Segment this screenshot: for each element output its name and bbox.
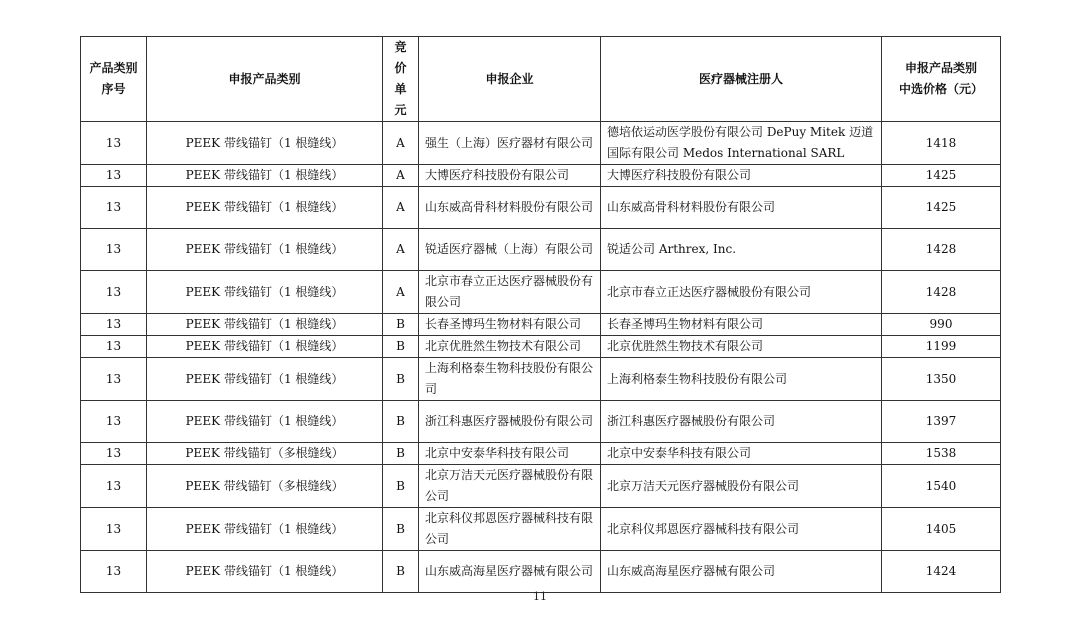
table-row [81,314,1001,336]
table-row [81,271,1001,314]
cell-unit: A [383,271,419,314]
cell-seq: 13 [81,508,147,551]
cell-unit: B [383,358,419,401]
cell-category: PEEK 带线锚钉（1 根缝线） [147,358,383,401]
cell-price: 1199 [882,336,1001,358]
cell-price: 1425 [882,165,1001,187]
cell-seq: 13 [81,271,147,314]
cell-unit: B [383,314,419,336]
cell-unit: A [383,187,419,229]
header-price: 申报产品类别 中选价格（元） [882,37,1001,122]
cell-category: PEEK 带线锚钉（1 根缝线） [147,229,383,271]
cell-registrant: 德培依运动医学股份有限公司 DePuy Mitek 迈道国际有限公司 Medos International SARL [601,122,882,165]
cell-seq: 13 [81,165,147,187]
cell-applicant: 长春圣博玛生物材料有限公司 [419,314,601,336]
table-row [81,551,1001,593]
cell-price: 1428 [882,229,1001,271]
cell-applicant: 锐适医疗器械（上海）有限公司 [419,229,601,271]
cell-seq: 13 [81,122,147,165]
cell-category: PEEK 带线锚钉（1 根缝线） [147,187,383,229]
cell-price: 1418 [882,122,1001,165]
price-table [80,36,1001,593]
cell-applicant: 山东威高海星医疗器械有限公司 [419,551,601,593]
cell-price: 1350 [882,358,1001,401]
cell-unit: B [383,551,419,593]
cell-seq: 13 [81,401,147,443]
table-row [81,229,1001,271]
cell-price: 1428 [882,271,1001,314]
cell-registrant: 长春圣博玛生物材料有限公司 [601,314,882,336]
table-row [81,358,1001,401]
cell-category: PEEK 带线锚钉（1 根缝线） [147,122,383,165]
cell-seq: 13 [81,551,147,593]
cell-unit: A [383,122,419,165]
cell-registrant: 山东威高骨科材料股份有限公司 [601,187,882,229]
cell-registrant: 北京市春立正达医疗器械股份有限公司 [601,271,882,314]
cell-applicant: 浙江科惠医疗器械股份有限公司 [419,401,601,443]
table-row [81,401,1001,443]
cell-category: PEEK 带线锚钉（多根缝线） [147,465,383,508]
cell-applicant: 山东威高骨科材料股份有限公司 [419,187,601,229]
cell-seq: 13 [81,443,147,465]
cell-seq: 13 [81,187,147,229]
cell-registrant: 北京中安泰华科技有限公司 [601,443,882,465]
page-number: 11 [533,590,547,603]
cell-unit: B [383,401,419,443]
cell-registrant: 上海利格泰生物科技股份有限公司 [601,358,882,401]
cell-price: 1538 [882,443,1001,465]
cell-applicant: 北京科仪邦恩医疗器械科技有限公司 [419,508,601,551]
cell-registrant: 大博医疗科技股份有限公司 [601,165,882,187]
cell-applicant: 北京中安泰华科技有限公司 [419,443,601,465]
cell-registrant: 浙江科惠医疗器械股份有限公司 [601,401,882,443]
table-row [81,465,1001,508]
cell-unit: B [383,336,419,358]
cell-registrant: 北京科仪邦恩医疗器械科技有限公司 [601,508,882,551]
cell-applicant: 强生（上海）医疗器材有限公司 [419,122,601,165]
cell-category: PEEK 带线锚钉（1 根缝线） [147,314,383,336]
header-category: 申报产品类别 [147,37,383,122]
cell-category: PEEK 带线锚钉（1 根缝线） [147,508,383,551]
header-registrant: 医疗器械注册人 [601,37,882,122]
cell-category: PEEK 带线锚钉（1 根缝线） [147,271,383,314]
table-row [81,122,1001,165]
cell-applicant: 大博医疗科技股份有限公司 [419,165,601,187]
cell-applicant: 上海利格泰生物科技股份有限公司 [419,358,601,401]
cell-registrant: 北京万洁天元医疗器械股份有限公司 [601,465,882,508]
cell-applicant: 北京万洁天元医疗器械股份有限公司 [419,465,601,508]
cell-seq: 13 [81,358,147,401]
table-row [81,508,1001,551]
table-row [81,187,1001,229]
cell-unit: A [383,165,419,187]
table-row [81,336,1001,358]
cell-unit: A [383,229,419,271]
cell-unit: B [383,443,419,465]
cell-seq: 13 [81,336,147,358]
cell-category: PEEK 带线锚钉（1 根缝线） [147,336,383,358]
table-row [81,165,1001,187]
header-seq: 产品类别 序号 [81,37,147,122]
cell-seq: 13 [81,314,147,336]
cell-registrant: 山东威高海星医疗器械有限公司 [601,551,882,593]
header-applicant: 申报企业 [419,37,601,122]
cell-category: PEEK 带线锚钉（1 根缝线） [147,401,383,443]
cell-category: PEEK 带线锚钉（1 根缝线） [147,165,383,187]
cell-price: 1540 [882,465,1001,508]
table-row [81,443,1001,465]
cell-applicant: 北京优胜然生物技术有限公司 [419,336,601,358]
cell-registrant: 锐适公司 Arthrex, Inc. [601,229,882,271]
cell-price: 1424 [882,551,1001,593]
cell-registrant: 北京优胜然生物技术有限公司 [601,336,882,358]
cell-applicant: 北京市春立正达医疗器械股份有限公司 [419,271,601,314]
cell-unit: B [383,465,419,508]
cell-seq: 13 [81,465,147,508]
cell-price: 1405 [882,508,1001,551]
cell-price: 1397 [882,401,1001,443]
cell-seq: 13 [81,229,147,271]
cell-price: 990 [882,314,1001,336]
cell-unit: B [383,508,419,551]
cell-category: PEEK 带线锚钉（多根缝线） [147,443,383,465]
cell-category: PEEK 带线锚钉（1 根缝线） [147,551,383,593]
table-header-row [81,37,1001,122]
cell-price: 1425 [882,187,1001,229]
header-unit: 竞价 单元 [383,37,419,122]
